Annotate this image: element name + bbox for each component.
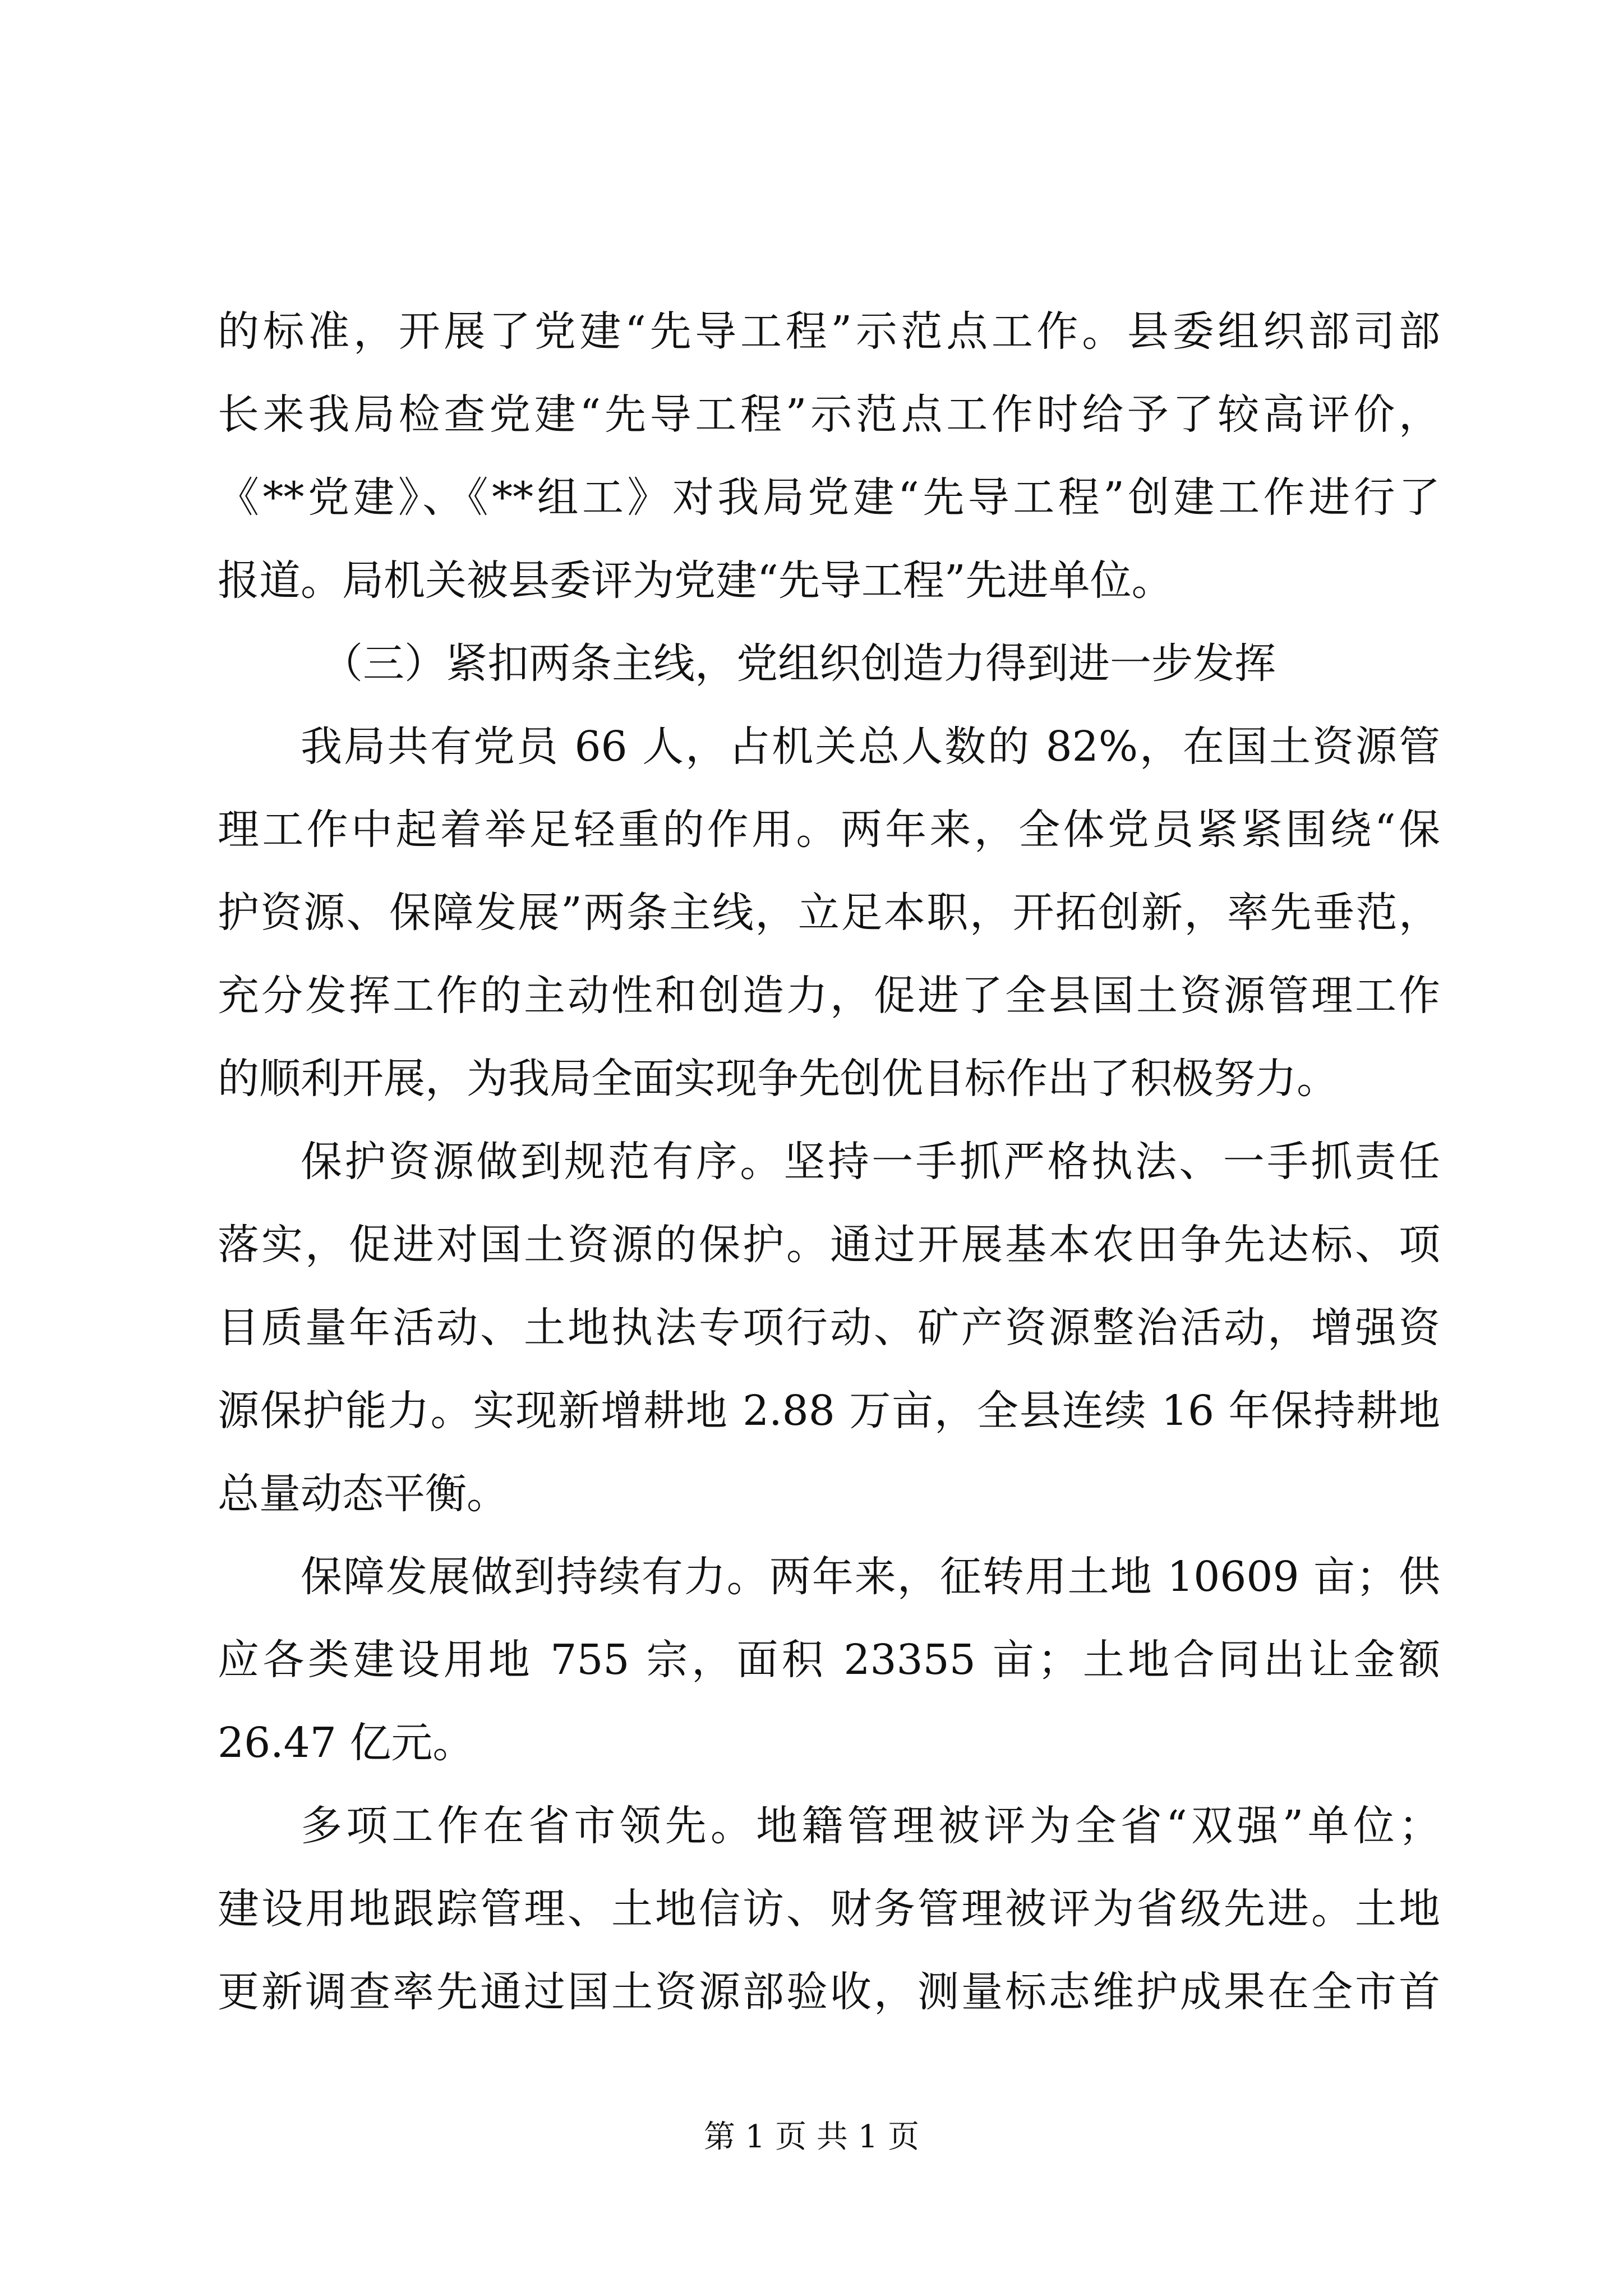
text-line: 目质量年活动、土地执法专项行动、矿产资源整治活动，增强资: [218, 1304, 1440, 1352]
text-line: 建设用地跟踪管理、土地信访、财务管理被评为省级先进。土地: [218, 1885, 1440, 1933]
text-line: 充分发挥工作的主动性和创造力，促进了全县国土资源管理工作: [218, 972, 1440, 1020]
text-line: 理工作中起着举足轻重的作用。两年来，全体党员紧紧围绕“保: [218, 806, 1440, 854]
paragraph-first-line: 我局共有党员 66 人，占机关总人数的 82%，在国土资源管: [301, 723, 1440, 771]
text-line: 《**党建》、《**组工》对我局党建“先导工程”创建工作进行了: [218, 473, 1440, 522]
paragraph-first-line: 保障发展做到持续有力。两年来，征转用土地 10609 亩；供: [301, 1553, 1440, 1601]
paragraph-first-line: 多项工作在省市领先。地籍管理被评为全省“双强”单位；: [301, 1802, 1440, 1850]
text-line: 应各类建设用地 755 宗，面积 23355 亩；土地合同出让金额: [218, 1636, 1440, 1684]
page-footer: 第 1 页 共 1 页: [703, 2119, 920, 2155]
text-line: 的标准，开展了党建“先导工程”示范点工作。县委组织部司部: [218, 307, 1440, 356]
text-line: 26.47 亿元。: [218, 1719, 474, 1767]
text-line: 长来我局检查党建“先导工程”示范点工作时给予了较高评价，: [218, 390, 1440, 439]
text-line: 报道。局机关被县委评为党建“先导工程”先进单位。: [218, 556, 1173, 605]
text-line: 总量动态平衡。: [218, 1470, 508, 1518]
text-line: 落实，促进对国土资源的保护。通过开展基本农田争先达标、项: [218, 1221, 1440, 1269]
section-heading: （三）紧扣两条主线，党组织创造力得到进一步发挥: [321, 639, 1276, 688]
text-line: 护资源、保障发展”两条主线，立足本职，开拓创新，率先垂范，: [218, 889, 1440, 937]
text-line: 更新调查率先通过国土资源部验收，测量标志维护成果在全市首: [218, 1968, 1440, 2016]
text-line: 源保护能力。实现新增耕地 2.88 万亩，全县连续 16 年保持耕地: [218, 1387, 1440, 1435]
paragraph-first-line: 保护资源做到规范有序。坚持一手抓严格执法、一手抓责任: [301, 1138, 1440, 1186]
text-line: 的顺利开展，为我局全面实现争先创优目标作出了积极努力。: [218, 1055, 1338, 1103]
